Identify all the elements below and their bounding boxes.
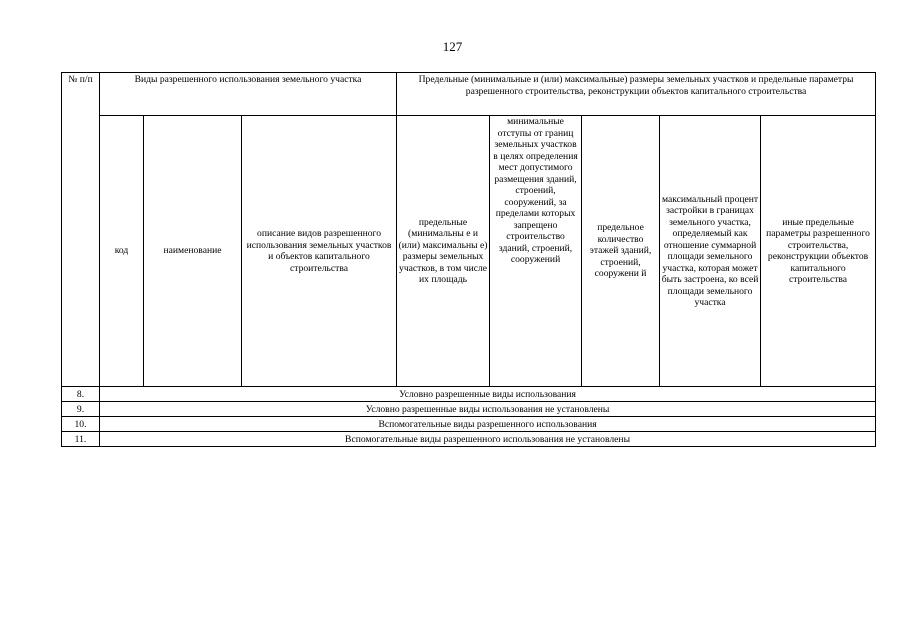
table-row xyxy=(62,402,876,417)
header-setbacks: минимальные отступы от границ земельных участков в целях определения мест допустимого размещения зданий, строений, сооружений, за пределами которых запрещено строительство зданий, строений, сооружений xyxy=(490,116,582,387)
row-text: Вспомогательные виды разрешенного использования не установлены xyxy=(100,432,876,447)
header-other-params: иные предельные параметры разрешенного строительства, реконструкции объектов капитального строительства xyxy=(761,116,876,387)
header-col-number: № п/п xyxy=(62,73,100,387)
land-use-table xyxy=(61,72,876,447)
table-row xyxy=(62,432,876,447)
header-coverage: максимальный процент застройки в границах земельного участка, определяемый как отношение суммарной площади земельного участка, которая может быть застроена, ко всей площади земельного участка xyxy=(660,116,761,387)
header-row-columns xyxy=(62,116,876,387)
header-group-limits: Предельные (минимальные и (или) максимальные) размеры земельных участков и предельные параметры разрешенного строительства, реконструкции объектов капитального строительства xyxy=(397,73,876,116)
header-code: код xyxy=(100,116,144,387)
table-row xyxy=(62,387,876,402)
row-text: Вспомогательные виды разрешенного использования xyxy=(100,417,876,432)
header-group-uses: Виды разрешенного использования земельного участка xyxy=(100,73,397,116)
header-row-groups xyxy=(62,73,876,116)
row-number: 10. xyxy=(62,417,100,432)
row-text: Условно разрешенные виды использования не установлены xyxy=(100,402,876,417)
page-number: 127 xyxy=(442,39,463,54)
row-number: 9. xyxy=(62,402,100,417)
header-name: наименование xyxy=(144,116,242,387)
row-number: 8. xyxy=(62,387,100,402)
header-floors: предельное количество этажей зданий, строений, сооружени й xyxy=(582,116,660,387)
row-text: Условно разрешенные виды использования xyxy=(100,387,876,402)
header-plot-sizes: предельные (минимальны е и (или) максимальны е) размеры земельных участков, в том числе их площадь xyxy=(397,116,490,387)
header-description: описание видов разрешенного использования земельных участков и объектов капитального строительства xyxy=(242,116,397,387)
table-row xyxy=(62,417,876,432)
row-number: 11. xyxy=(62,432,100,447)
